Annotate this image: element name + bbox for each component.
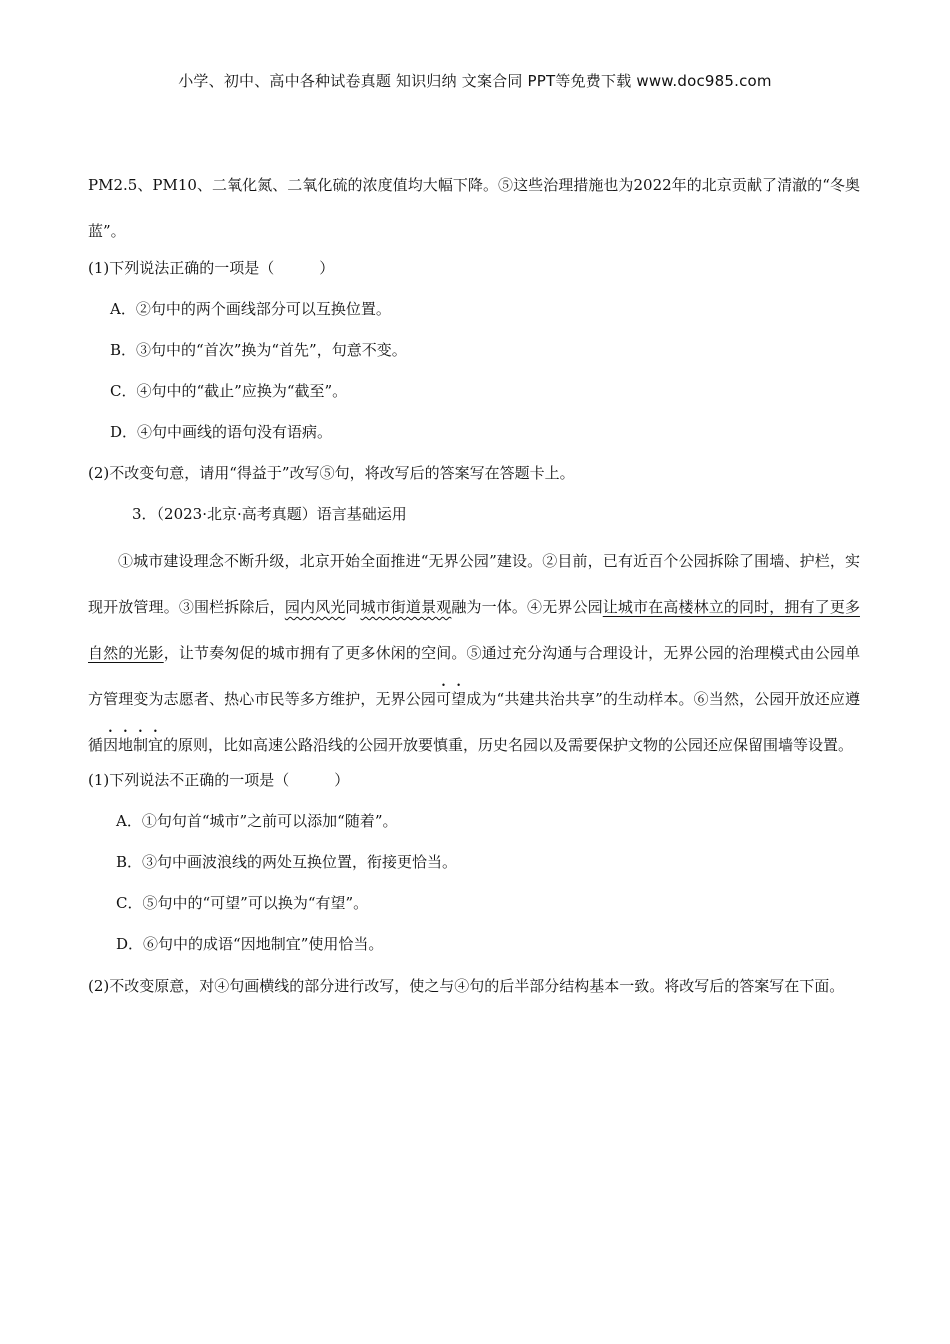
q3-option-a: A．①句句首“城市”之前可以添加“随着”。	[116, 812, 398, 830]
page-header-banner: 小学、初中、高中各种试卷真题 知识归纳 文案合同 PPT等免费下载 www.doc985.com	[178, 72, 772, 90]
q2-sub1-prompt: (1)下列说法正确的一项是（ ）	[88, 259, 335, 277]
q3-passage-part6: 的原则，比如高速公路沿线的公园开放要慎重，历史名园以及需要保护文物的公园还应保留围墙等设置。	[163, 736, 854, 754]
q3-underlined-phrase: 让城市在高楼林立的同时，拥有了更多自然的光影	[88, 598, 860, 662]
q3-passage-part2: 同	[345, 598, 361, 616]
q3-sub2-prompt: (2)不改变原意，对④句画横线的部分进行改写，使之与④句的后半部分结构基本一致。将改写后的答案写在下面。	[88, 977, 845, 995]
q3-passage-part5: 成为“共建共治共享”的生动样本。⑥当然，公园开放还应遵循	[88, 690, 860, 754]
q3-passage	[88, 538, 860, 768]
q3-passage-part4: ，让节奏匆促的城市拥有了更多休闲的空间。⑤通过充分沟通与合理设计，无界公园的治理模式由公园单方管理变为志愿者、热心市民等多方维护，无界公园	[88, 644, 860, 708]
q3-option-c: C．⑤句中的“可望”可以换为“有望”。	[116, 894, 369, 912]
q3-heading: 3．（2023·北京·高考真题）语言基础运用	[132, 505, 407, 523]
document-body	[88, 166, 860, 1003]
q2-passage-tail: PM2.5、PM10、二氧化氮、二氧化硫的浓度值均大幅下降。⑤这些治理措施也为2022年的北京贡献了清澈的“冬奥蓝”。	[88, 176, 860, 240]
q3-passage-part1: ①城市建设理念不断升级，北京开始全面推进“无界公园”建设。②目前，已有近百个公园拆除了围墙、护栏，实现开放管理。③围栏拆除后，	[88, 552, 860, 616]
q3-passage-part3: 融为一体。④无界公园	[451, 598, 603, 616]
q3-option-b: B．③句中画波浪线的两处互换位置，衔接更恰当。	[116, 853, 458, 871]
q3-option-d: D．⑥句中的成语“因地制宜”使用恰当。	[116, 935, 384, 953]
q2-option-d: D．④句中画线的语句没有语病。	[110, 423, 333, 441]
q3-wavy-underline-1: 园内风光	[284, 598, 346, 616]
q3-dotted-idiom: 因地制宜	[103, 736, 164, 754]
q2-option-c: C．④句中的“截止”应换为“截至”。	[110, 382, 348, 400]
q2-sub2-prompt: (2)不改变句意，请用“得益于”改写⑤句，将改写后的答案写在答题卡上。	[88, 464, 575, 482]
q3-wavy-underline-2: 城市街道景观	[360, 598, 452, 616]
q3-sub1-prompt: (1)下列说法不正确的一项是（ ）	[88, 771, 350, 789]
q2-option-b: B．③句中的“首次”换为“首先”，句意不变。	[110, 341, 407, 359]
q3-dotted-word-kewang: 可望	[436, 690, 467, 708]
q2-option-a: A．②句中的两个画线部分可以互换位置。	[110, 300, 391, 318]
